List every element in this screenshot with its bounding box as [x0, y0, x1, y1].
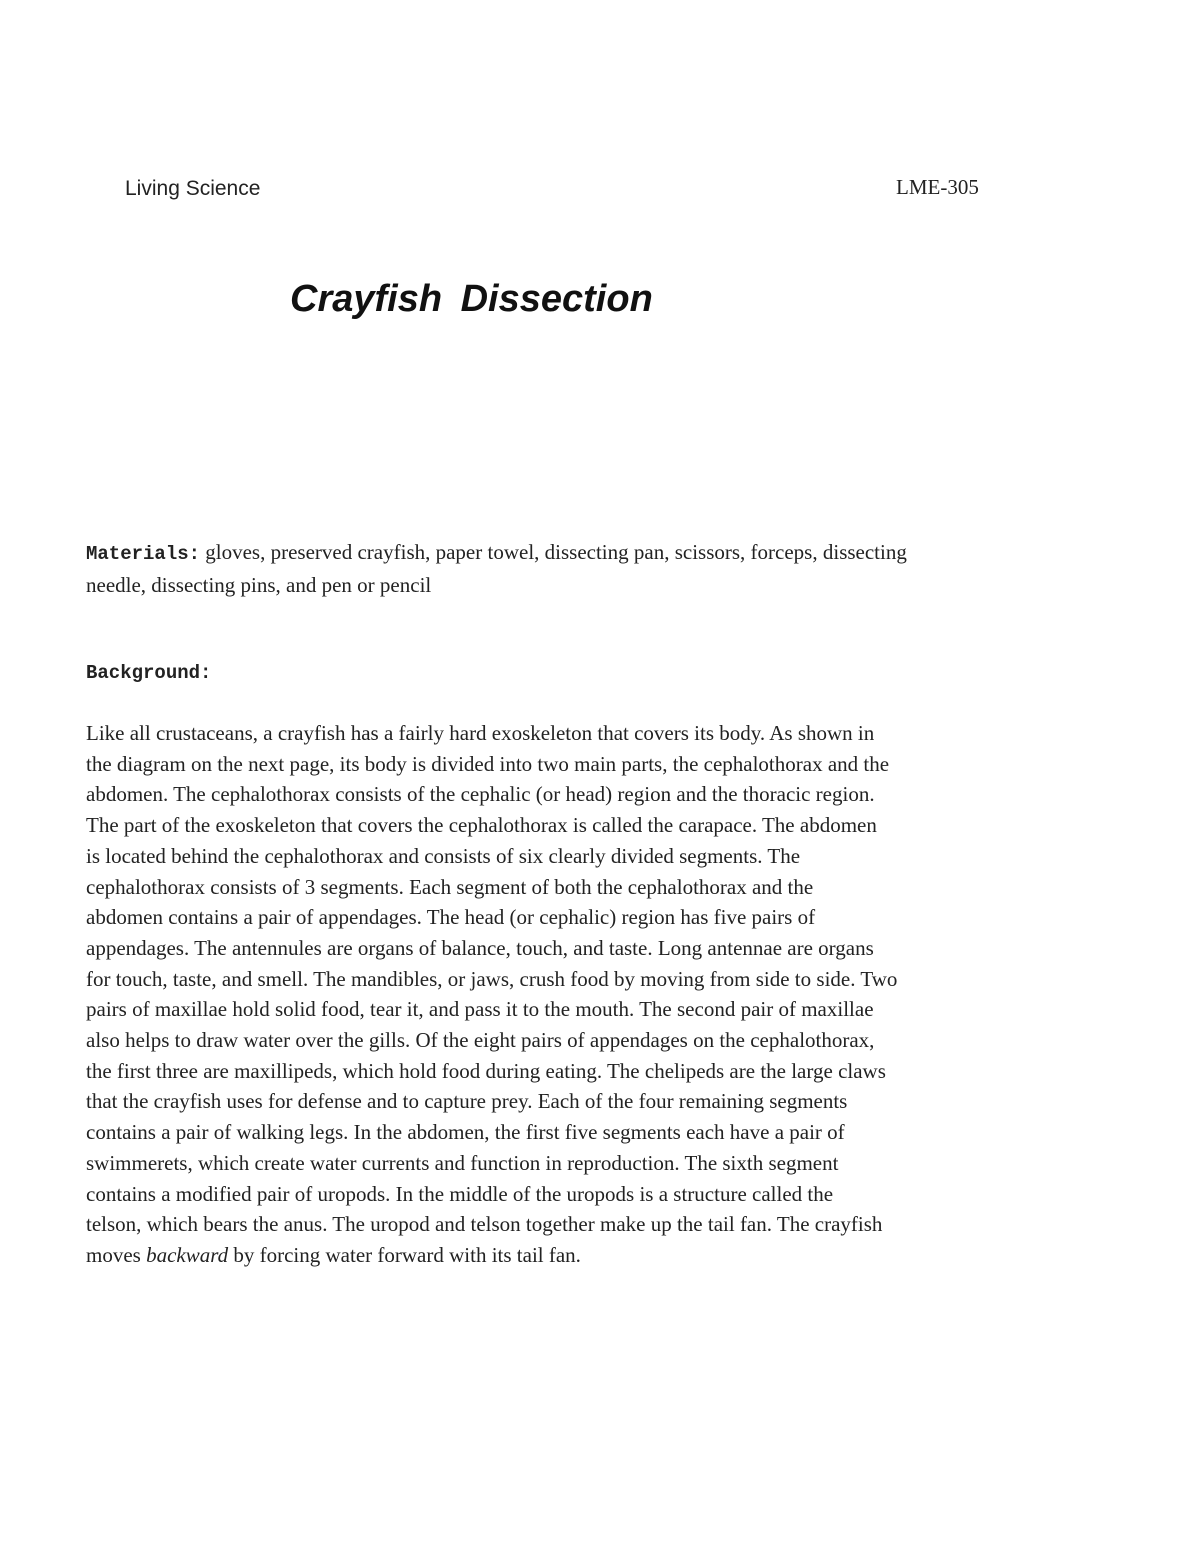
- paragraph-line: telson, which bears the anus. The uropod and telson together make up the tail fan. The crayfish: [86, 1212, 883, 1237]
- emphasis-backward: backward: [146, 1242, 229, 1267]
- paragraph-line: abdomen. The cephalothorax consists of the cephalic (or head) region and the thoracic region.: [86, 782, 875, 807]
- document-title: Crayfish Dissection: [290, 278, 653, 320]
- paragraph-line: appendages. The antennules are organs of balance, touch, and taste. Long antennae are organs: [86, 935, 874, 960]
- paragraph-line: is located behind the cephalothorax and consists of six clearly divided segments. The: [86, 843, 801, 868]
- paragraph-line: the first three are maxillipeds, which hold food during eating. The chelipeds are the large claws: [86, 1058, 886, 1083]
- materials-label: Materials:: [86, 543, 201, 565]
- last-line-end: by forcing water forward with its tail fan.: [228, 1242, 581, 1267]
- background-paragraph: [86, 718, 1076, 1271]
- materials-text-line1: gloves, preserved crayfish, paper towel, dissecting pan, scissors, forceps, dissecting: [200, 540, 907, 564]
- paragraph-line: the diagram on the next page, its body is divided into two main parts, the cephalothorax and the: [86, 751, 890, 776]
- course-name: Living Science: [125, 177, 261, 200]
- background-heading: Background:: [86, 662, 212, 684]
- paragraph-line: swimmerets, which create water currents and function in reproduction. The sixth segment: [86, 1150, 839, 1175]
- paragraph-line: for touch, taste, and smell. The mandibles, or jaws, crush food by moving from side to side. Two: [86, 966, 898, 991]
- paragraph-line: abdomen contains a pair of appendages. The head (or cephalic) region has five pairs of: [86, 905, 816, 930]
- last-line-start: moves: [86, 1242, 147, 1267]
- paragraph-line: Like all crustaceans, a crayfish has a fairly hard exoskeleton that covers its body. As shown in: [86, 721, 875, 745]
- paragraph-line: that the crayfish uses for defense and to capture prey. Each of the four remaining segments: [86, 1089, 848, 1114]
- materials-section: [86, 537, 1076, 601]
- paragraph-line: pairs of maxillae hold solid food, tear it, and pass it to the mouth. The second pair of maxillae: [86, 997, 874, 1022]
- paragraph-line: contains a modified pair of uropods. In the middle of the uropods is a structure called the: [86, 1181, 834, 1206]
- paragraph-line: cephalothorax consists of 3 segments. Each segment of both the cephalothorax and the: [86, 874, 814, 899]
- paragraph-line: also helps to draw water over the gills. Of the eight pairs of appendages on the cephalothorax,: [86, 1028, 875, 1053]
- paragraph-line-last: [86, 1240, 1076, 1271]
- materials-text-line2: needle, dissecting pins, and pen or pencil: [86, 573, 432, 597]
- paragraph-line: The part of the exoskeleton that covers the cephalothorax is called the carapace. The abdomen: [86, 813, 877, 838]
- paragraph-line: contains a pair of walking legs. In the abdomen, the first five segments each have a pair of: [86, 1120, 845, 1145]
- course-code: LME-305: [896, 175, 979, 199]
